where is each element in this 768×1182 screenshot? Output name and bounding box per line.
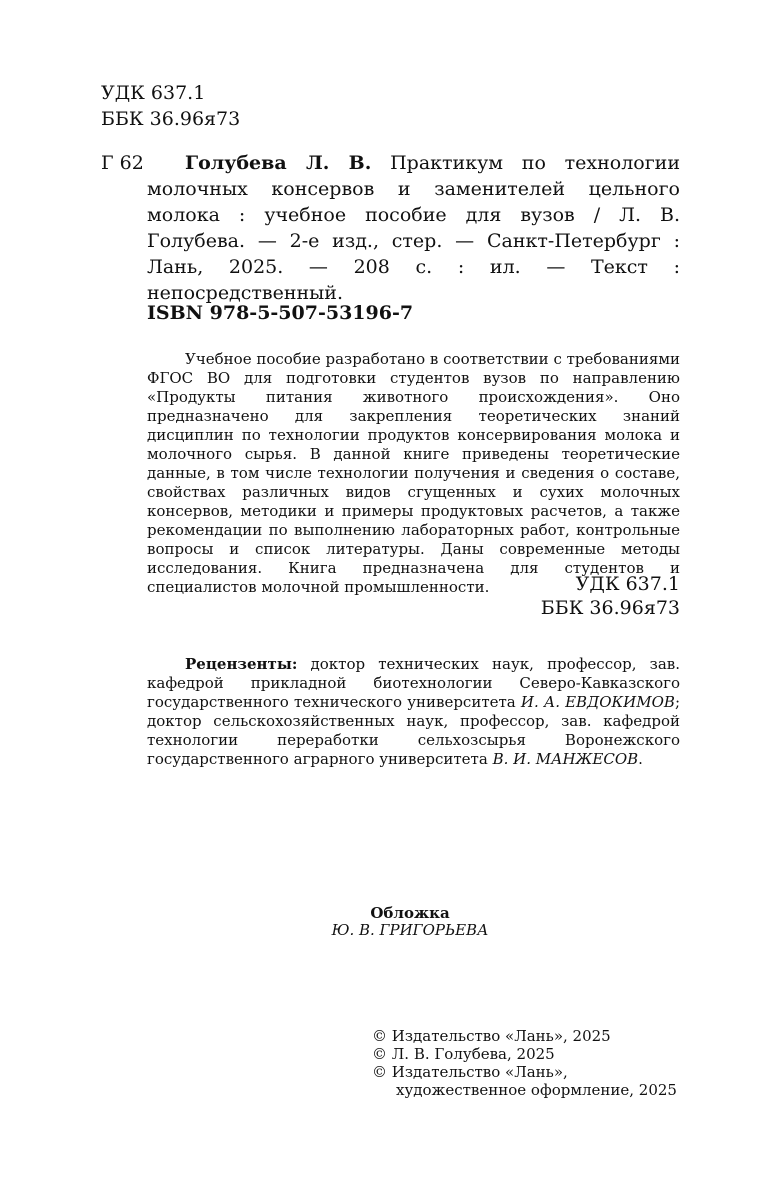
classification-codes-bottom bbox=[500, 572, 680, 620]
bibliographic-record bbox=[147, 150, 680, 306]
copyright-line-3: © Издательство «Лань», bbox=[372, 1063, 568, 1081]
bbk-code-bottom: ББК 36.96я73 bbox=[540, 597, 680, 619]
reviewer-name-2: В. И. МАНЖЕСОВ bbox=[492, 750, 639, 768]
udk-code-bottom: УДК 637.1 bbox=[575, 573, 680, 595]
reviewers-text-1: доктор технических наук, профессор, зав. кафедрой прикладной биотехнологии Северо-Кавказского государственного технического университета bbox=[147, 655, 680, 711]
bibliographic-description: Практикум по технологии молочных консервов и заменителей цельного молока : учебное пособие для вузов / Л. В. Голубева. — 2-е изд., стер. — Санкт-Петербург : Лань, 2025. — 208 с. : ил. — Текст : непосредственный. bbox=[147, 152, 680, 304]
reviewer-name-1: И. А. ЕВДОКИМОВ bbox=[520, 693, 675, 711]
classification-codes-top bbox=[101, 80, 240, 132]
author-name: Голубева Л. В. bbox=[185, 152, 372, 174]
cover-credit bbox=[300, 905, 520, 939]
reviewers bbox=[147, 655, 680, 769]
author-sign: Г 62 bbox=[101, 152, 144, 174]
reviewers-text-2: ; доктор сельскохозяйственных наук, профессор, зав. кафедрой технологии переработки сельхозсырья Воронежского государственного аграрного университета bbox=[147, 693, 680, 768]
copyright-block bbox=[372, 1027, 682, 1099]
isbn: ISBN 978-5-507-53196-7 bbox=[147, 302, 414, 324]
copyright-line-1: © Издательство «Лань», 2025 bbox=[372, 1027, 611, 1045]
cover-title: Обложка bbox=[370, 904, 450, 922]
reviewers-label: Рецензенты: bbox=[185, 655, 298, 673]
udk-code: УДК 637.1 bbox=[101, 82, 206, 104]
bbk-code: ББК 36.96я73 bbox=[101, 108, 241, 130]
copyright-line-4: художественное оформление, 2025 bbox=[396, 1081, 677, 1099]
copyright-line-2: © Л. В. Голубева, 2025 bbox=[372, 1045, 555, 1063]
annotation: Учебное пособие разработано в соответствии с требованиями ФГОС ВО для подготовки студентов вузов по направлению «Продукты питания животного происхождения». Оно предназначено для закрепления теоретических знаний дисциплин по технологии продуктов консервирования молока и молочного сырья. В данной книге приведены теоретические данные, в том числе технологии получения и сведения о составе, свойствах различных видов сгущенных и сухих молочных консервов, методики и примеры продуктовых расчетов, а также рекомендации по выполнению лабораторных работ, контрольные вопросы и список литературы. Даны современные методы исследования. Книга предназначена для студентов и специалистов молочной промышленности. bbox=[147, 350, 680, 596]
reviewers-end: . bbox=[638, 750, 643, 768]
cover-designer: Ю. В. ГРИГОРЬЕВА bbox=[331, 921, 489, 939]
